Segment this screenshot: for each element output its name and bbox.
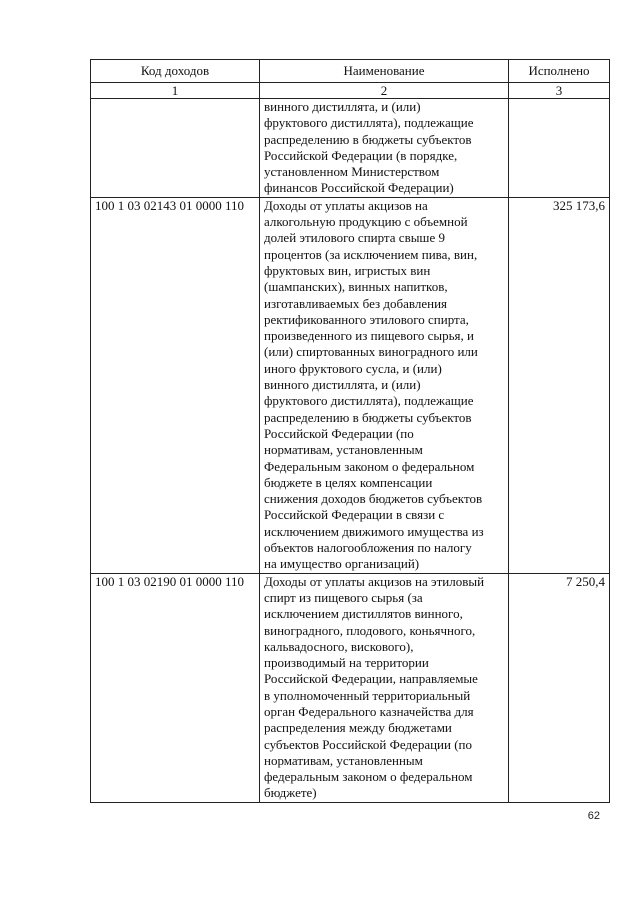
name-line: Российской Федерации в связи с [264, 507, 445, 523]
name-line: спирт из пищевого сырья (за [264, 589, 423, 605]
name-line: распределению в бюджеты субъектов [264, 409, 472, 425]
name-line: на имущество организаций) [264, 556, 420, 572]
column-number-code: 1 [91, 83, 260, 99]
row-value: 325 173,6 [509, 197, 610, 573]
name-line: Федеральным законом о федеральном [264, 458, 475, 474]
row-code: 100 1 03 02190 01 0000 110 [91, 573, 260, 802]
name-line: изготавливаемых без добавления [264, 295, 448, 311]
name-line: долей этилового спирта свыше 9 [264, 230, 445, 246]
name-line: виноградного, плодового, коньячного, [264, 622, 476, 638]
name-line: нормативам, установленным [264, 442, 423, 458]
row-value: 7 250,4 [509, 573, 610, 802]
name-line: процентов (за исключением пива, вин, [264, 246, 478, 262]
header-done: Исполнено [509, 60, 610, 83]
name-line: субъектов Российской Федерации (по [264, 736, 472, 752]
name-line: исключением дистиллятов винного, [264, 606, 463, 622]
name-line: иного фруктового сусла, и (или) [264, 360, 442, 376]
name-line: (шампанских), винных напитков, [264, 279, 448, 295]
name-line: Российской Федерации (по [264, 425, 414, 441]
name-line: бюджете) [264, 785, 317, 801]
name-line: произведенного из пищевого сырья, и [264, 328, 474, 344]
name-line: фруктового дистиллята), подлежащие [264, 393, 474, 409]
name-line: снижения доходов бюджетов субъектов [264, 491, 483, 507]
row-code: 100 1 03 02143 01 0000 110 [91, 197, 260, 573]
name-line: бюджете в целях компенсации [264, 474, 433, 490]
table-row [91, 99, 610, 198]
header-name: Наименование [260, 60, 509, 83]
header-code: Код доходов [91, 60, 260, 83]
name-line: нормативам, установленным [264, 752, 423, 768]
name-line: алкогольную продукцию с объемной [264, 214, 468, 230]
column-number-name: 2 [260, 83, 509, 99]
name-line: Российской Федерации (в порядке, [264, 147, 458, 163]
table-header-row [91, 60, 610, 83]
name-line: фруктовых вин, игристых вин [264, 262, 431, 278]
name-line: распределению в бюджеты субъектов [264, 131, 472, 147]
name-line: Доходы от уплаты акцизов на [264, 197, 428, 213]
row-code [91, 99, 260, 198]
revenue-table [90, 59, 610, 803]
name-line: федеральным законом о федеральном [264, 769, 473, 785]
column-number-done: 3 [509, 83, 610, 99]
name-line: винного дистиллята, и (или) [264, 99, 421, 114]
name-line: распределения между бюджетами [264, 720, 452, 736]
row-name [260, 197, 509, 573]
name-line: орган Федерального казначейства для [264, 703, 474, 719]
row-name [260, 573, 509, 802]
name-line: исключением движимого имущества из [264, 523, 484, 539]
name-line: установленном Министерством [264, 164, 440, 180]
table-row [91, 197, 610, 573]
name-line: финансов Российской Федерации) [264, 180, 454, 196]
name-line: Российской Федерации, направляемые [264, 671, 478, 687]
name-line: кальвадосного, вискового), [264, 638, 414, 654]
name-line: фруктового дистиллята), подлежащие [264, 115, 474, 131]
name-line: в уполномоченный территориальный [264, 687, 471, 703]
name-line: Доходы от уплаты акцизов на этиловый [264, 573, 485, 589]
table-row [91, 573, 610, 802]
column-number-row [91, 83, 610, 99]
name-line: (или) спиртованных виноградного или [264, 344, 478, 360]
name-line: производимый на территории [264, 655, 429, 671]
row-name [260, 99, 509, 198]
page-number: 62 [587, 810, 600, 822]
name-line: винного дистиллята, и (или) [264, 377, 421, 393]
name-line: объектов налогообложения по налогу [264, 540, 472, 556]
name-line: ректификованного этилового спирта, [264, 311, 469, 327]
row-value [509, 99, 610, 198]
